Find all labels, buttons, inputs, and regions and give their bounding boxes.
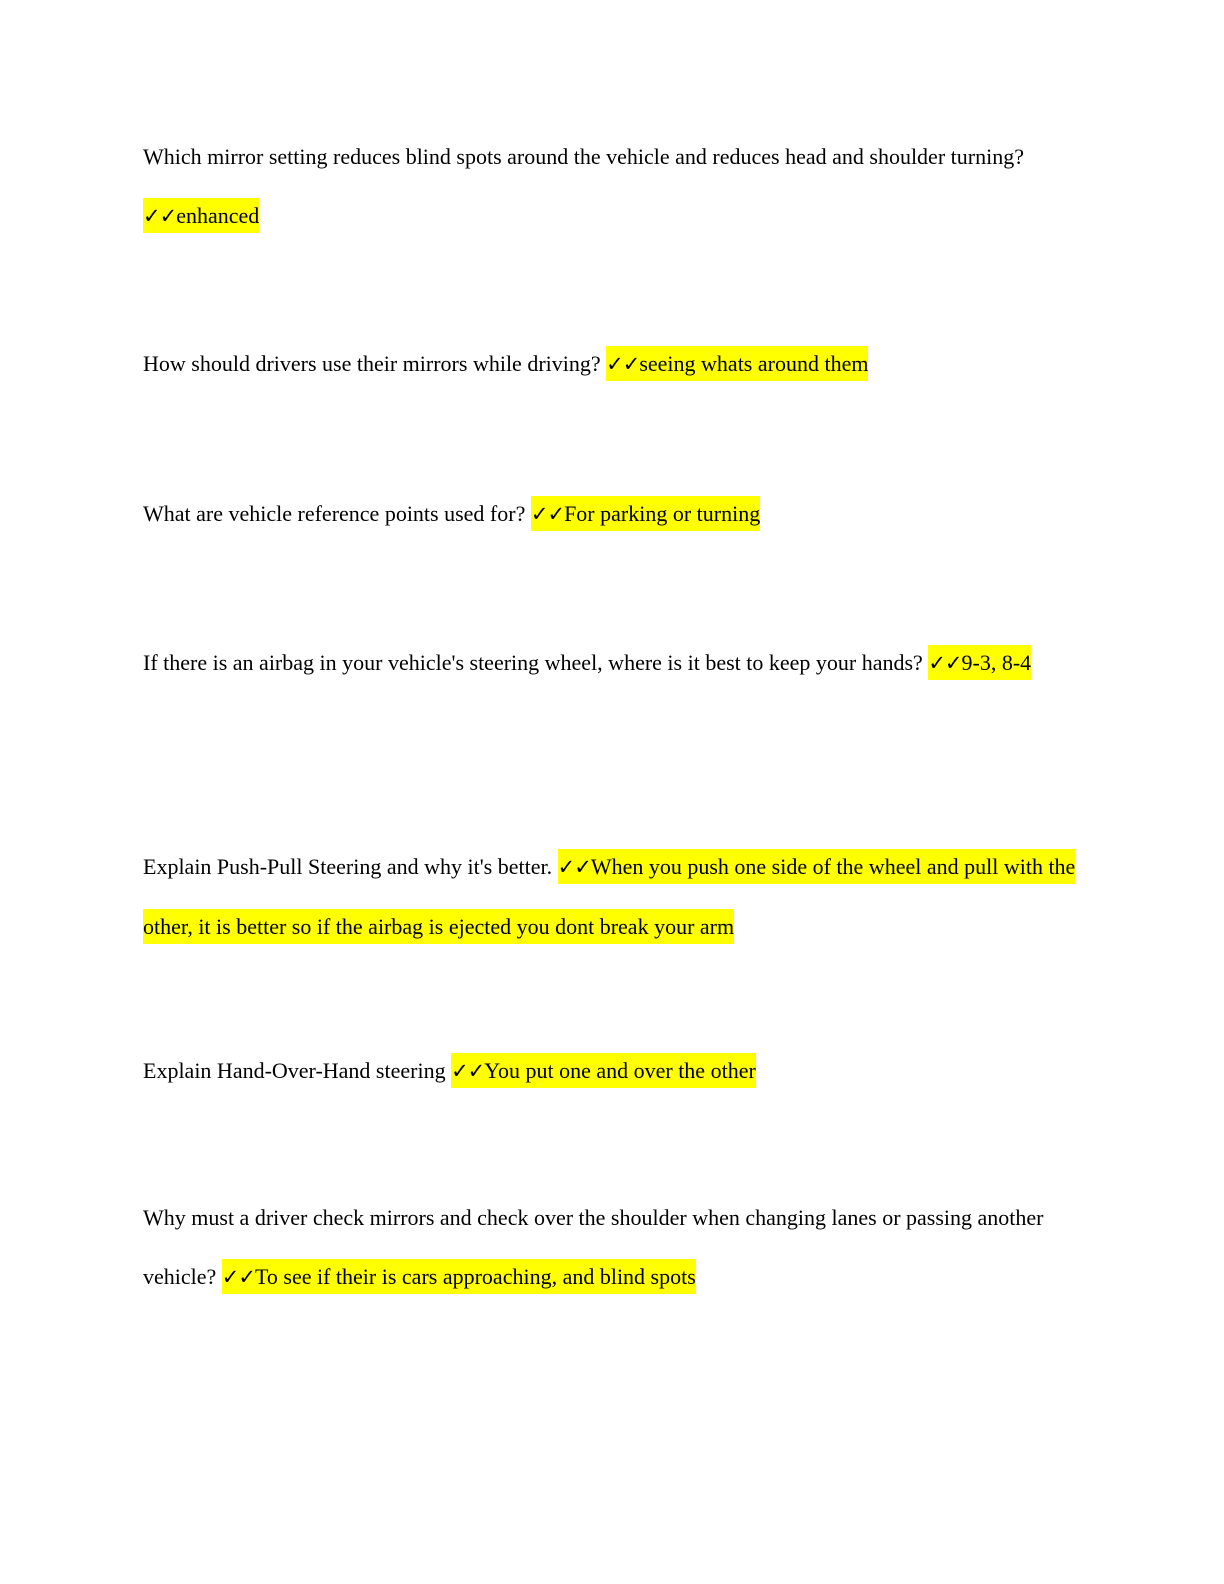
double-check-icon: ✓✓ bbox=[221, 1265, 255, 1289]
question-text: Which mirror setting reduces blind spots around the vehicle and reduces head and shoulder turning? bbox=[143, 144, 1024, 169]
answer-text: When you push one side of the wheel and pull with the other, it is better so if the airbag is ejected you dont break your arm bbox=[143, 854, 1076, 939]
question-text: What are vehicle reference points used for? bbox=[143, 501, 526, 526]
qa-item bbox=[143, 127, 1083, 246]
double-check-icon: ✓✓ bbox=[557, 855, 591, 879]
answer-text: To see if their is cars approaching, and blind spots bbox=[255, 1264, 696, 1289]
answer-text: For parking or turning bbox=[564, 501, 761, 526]
question-text: If there is an airbag in your vehicle's steering wheel, where is it best to keep your hands? bbox=[143, 650, 923, 675]
question-text: Explain Hand-Over-Hand steering bbox=[143, 1058, 446, 1083]
double-check-icon: ✓✓ bbox=[451, 1059, 485, 1083]
double-check-icon: ✓✓ bbox=[143, 204, 177, 228]
qa-item bbox=[143, 1041, 1083, 1101]
question-text: Why must a driver check mirrors and check over the shoulder when changing lanes or passing another vehicle? bbox=[143, 1205, 1044, 1289]
answer-highlight bbox=[143, 198, 259, 233]
qa-item bbox=[143, 837, 1083, 956]
answer-text: 9-3, 8-4 bbox=[961, 650, 1032, 675]
double-check-icon: ✓✓ bbox=[530, 502, 565, 526]
question-text: How should drivers use their mirrors while driving? bbox=[143, 351, 601, 376]
qa-item bbox=[143, 334, 1083, 394]
question-text: Explain Push-Pull Steering and why it's better. bbox=[143, 854, 553, 879]
qa-item bbox=[143, 1188, 1083, 1307]
answer-highlight bbox=[928, 645, 1031, 680]
qa-item bbox=[143, 633, 1083, 693]
qa-item bbox=[143, 484, 1083, 544]
answer-highlight bbox=[222, 1259, 696, 1294]
answer-highlight bbox=[531, 496, 760, 531]
double-check-icon: ✓✓ bbox=[928, 651, 962, 675]
answer-highlight bbox=[451, 1053, 756, 1088]
answer-text: You put one and over the other bbox=[484, 1058, 756, 1083]
answer-text: enhanced bbox=[176, 203, 260, 228]
answer-highlight bbox=[606, 346, 868, 381]
double-check-icon: ✓✓ bbox=[606, 352, 640, 376]
answer-text: seeing whats around them bbox=[639, 351, 869, 376]
